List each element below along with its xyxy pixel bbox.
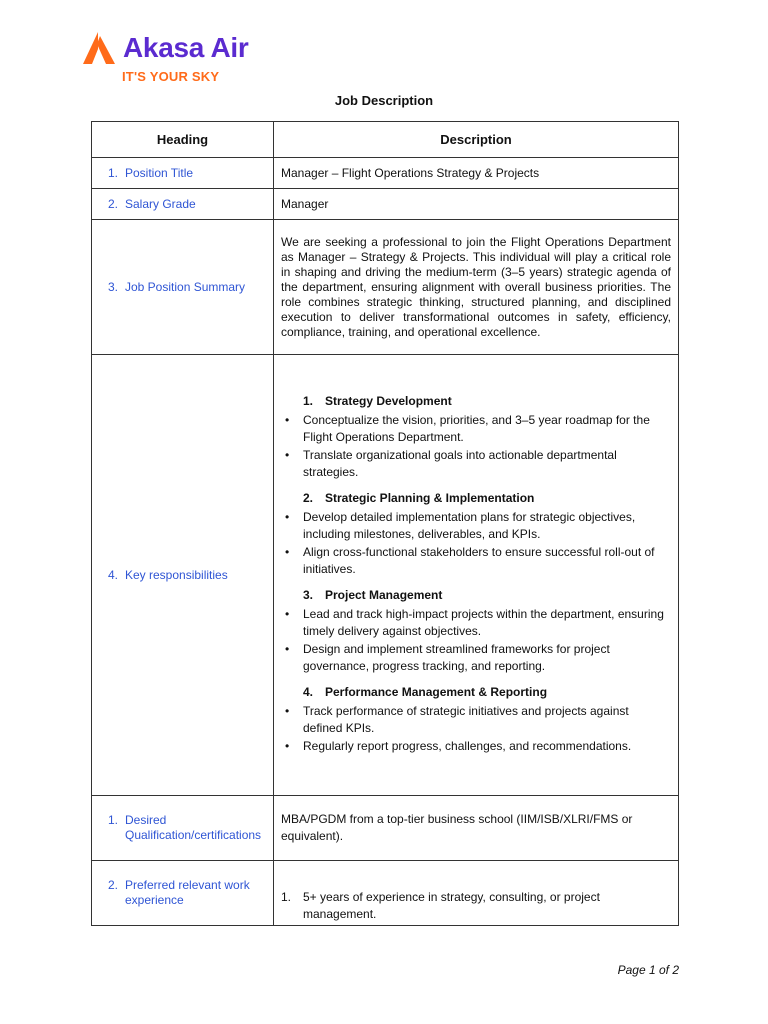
section-title: 1. Strategy Development — [303, 394, 452, 408]
row-heading — [92, 355, 274, 796]
row-value — [274, 861, 679, 926]
akasa-air-logo — [79, 30, 279, 90]
row-number: 3. — [108, 279, 119, 294]
job-description-table — [91, 121, 679, 926]
bullet-item: • Regularly report progress, challenges, and recommendations. — [285, 739, 632, 753]
row-number: 1. — [108, 813, 119, 827]
row-heading — [92, 861, 274, 926]
row-value: Manager — [274, 189, 679, 220]
table-row — [92, 220, 679, 355]
brand-tagline: IT'S YOUR SKY — [122, 69, 220, 84]
page-number: Page 1 of 2 — [617, 963, 679, 977]
row-heading-label: Key responsibilities — [125, 567, 228, 582]
bullet-item: • Translate organizational goals into actionable departmental strategies. — [285, 448, 617, 479]
section-title: 4. Performance Management & Reporting — [303, 685, 548, 699]
column-header-heading: Heading — [92, 122, 274, 158]
row-value: Manager – Flight Operations Strategy & Projects — [274, 158, 679, 189]
row-heading-label: Salary Grade — [125, 196, 196, 211]
row-heading-label: Desired Qualification/certifications — [125, 813, 262, 842]
brand-name: Akasa Air — [123, 32, 249, 63]
document-title: Job Description — [334, 93, 434, 108]
bullet-item: • Conceptualize the vision, priorities, and 3–5 year roadmap for the Flight Operations Department. — [285, 413, 650, 444]
bullet-item: • Design and implement streamlined frameworks for project governance, progress tracking, and reporting. — [285, 642, 610, 673]
row-heading — [92, 220, 274, 355]
row-number: 1. — [108, 165, 119, 180]
responsibilities-cell — [274, 355, 679, 796]
bullet-item: • Develop detailed implementation plans for strategic objectives, including milestones, deliverables, and KPIs. — [285, 510, 636, 541]
row-heading-label: Position Title — [125, 165, 194, 180]
row-heading-label: Job Position Summary — [125, 279, 246, 294]
bullet-item: • Align cross-functional stakeholders to ensure successful roll-out of initiatives. — [285, 545, 655, 576]
row-heading — [92, 158, 274, 189]
table-row — [92, 861, 679, 926]
responsibility-section — [281, 588, 671, 675]
row-number: 2. — [108, 878, 119, 892]
numbered-item: 1. 5+ years of experience in strategy, consulting, or project management. — [281, 890, 600, 921]
akasa-logo-mark-icon — [79, 30, 117, 66]
table-row — [92, 158, 679, 189]
table-row — [92, 355, 679, 796]
row-number: 2. — [108, 196, 119, 211]
responsibility-section — [281, 491, 671, 578]
row-heading-label: Preferred relevant work experience — [125, 878, 250, 907]
table-row — [92, 189, 679, 220]
table-row — [92, 796, 679, 861]
row-heading — [92, 796, 274, 861]
row-number: 4. — [108, 567, 119, 582]
job-summary-text: We are seeking a professional to join the Flight Operations Department as Manager – Strategy & Projects. This individual will play a critical role in shaping and driving the medium-term (3–5 years) strategic agenda of the department, ensuring alignment with overall business priorities. The role combines strategic thinking, structured planning, and disciplined execution to deliver transformational outcomes in safety, efficiency, compliance, training, and operational excellence. — [274, 220, 679, 355]
section-title: 3. Project Management — [303, 588, 443, 602]
column-header-description: Description — [274, 122, 679, 158]
row-heading — [92, 189, 274, 220]
table-header-row — [92, 122, 679, 158]
bullet-item: • Track performance of strategic initiatives and projects against defined KPIs. — [285, 704, 629, 735]
bullet-item: • Lead and track high-impact projects within the department, ensuring timely delivery against objectives. — [285, 607, 664, 638]
responsibility-section — [281, 685, 671, 755]
section-title: 2. Strategic Planning & Implementation — [303, 491, 535, 505]
row-value: MBA/PGDM from a top-tier business school (IIM/ISB/XLRI/FMS or equivalent). — [274, 796, 679, 861]
responsibility-section — [281, 394, 671, 481]
